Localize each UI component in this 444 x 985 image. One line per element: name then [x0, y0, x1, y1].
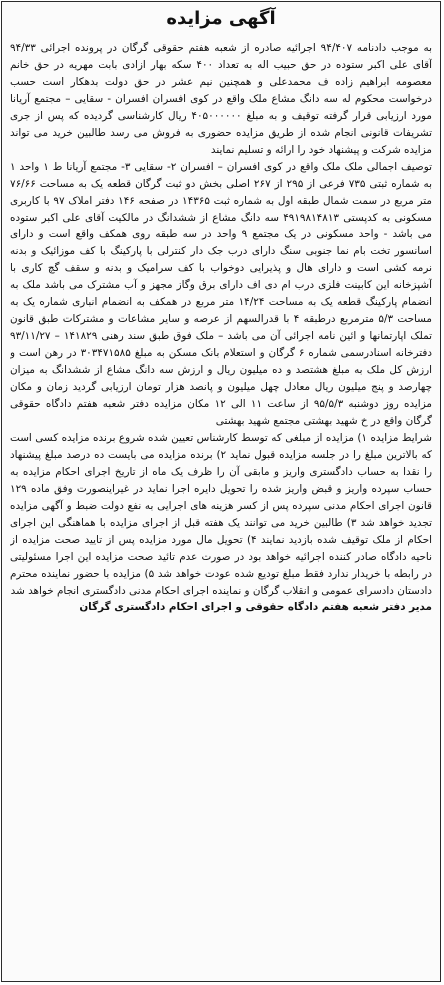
notice-title: آگهی مزایده — [166, 8, 276, 29]
notice-body — [10, 40, 432, 973]
notice-page — [1, 1, 441, 982]
notice-paragraph-intro: به موجب دادنامه ۹۴/۴۰۷ اجرائیه صادره از شعبه هفتم حقوقی گرگان در پرونده اجرائی ۹۴/۳۳ آقای علی اکبر ستوده در حق حبیب اله به تعداد ۴۰۰ سکه بهار ازادی بابت مهریه در حق خانم معصومه ابراهیم زاده ف محمدعلی و همچنین نیم عشر در حق دولت بدهکار است حسب درخواست محکوم له سه دانگ مشاع ملک واقع در کوی افسران افسران - سقایی – مجتمع آریانا مورد ارزیابی قرار گرفته توقیف و به مبلغ ۴۰۵۰۰۰۰۰۰ ریال کارشناسی گردیده که پس از جری تشریفات قانونی انجام شده از طریق مزایده حضوری به فروش می رسد طالبین خرید می تواند مزایده شرکت و پیشنهاد خود را ارائه و تسلیم نمایند — [10, 42, 432, 156]
notice-paragraph-property-description: توصیف اجمالی ملک ملک واقع در کوی افسران – افسران ۲- سقایی ۳- مجتمع آریانا ط ۱ واحد ۱ به شماره ثبتی ۷۳۵ فرعی از ۲۹۵ از ۲۶۷ اصلی بخش دو ثبت گرگان قطعه یک به مساحت ۷۶/۶۶ متر مربع در سمت شمال طبقه اول به شماره ثبت ۱۴۳۶۵ در صفحه ۱۴۶ دفتر املاک ۹۷ با کاربری مسکونی به کدپستی ۴۹۱۹۸۱۴۸۱۳ سه دانگ مشاع از ششدانگ در مالکیت آقای علی اکبر ستوده می باشد - واحد مسکونی در یک مجتمع ۹ واحد در سه طبقه روی همکف واقع است و دارای اسانسور تخت بام نما جنوبی سنگ دارای درب جک دار کنترلی با پارکینگ با کف موزائیک و بدنه نرمه کشی است و دارای هال و پذیرایی دوخواب با کف سرامیک و بدنه و سقف گچ کاری با آشپزخانه این کابینت فلزی درب ام دی اف دارای برق وگاز مجهز و آب مشترک می باشد ملک به انضمام پارکینگ قطعه یک به مساحت ۱۴/۲۴ متر مربع در همکف به انضمام انباری شماره یک به مساحت ۵/۳ مترمربع درطبقه ۴ با قدرالسهم از عرصه و سایر مشاعات و مشترکات طبق قانون تملک اپارتمانها و ائین نامه اجرائی آن می باشد – ملک فوق طبق سند رهنی ۱۴۱۸۲۹ – ۹۳/۱۱/۲۷ دفترخانه اسنادرسمی شماره ۶ گرگان و استعلام بانک مسکن به مبلغ ۳۰۳۴۷۱۵۸۵ در رهن است و ارزش کل ملک به مبلغ هشتصد و ده میلیون ریال و ارزش سه دانگ مشاع از ششدانگ به میزان چهارصد و پنج میلیون ریال معادل چهل میلیون و پانصد هزار تومان ارزیابی گردید زمان و مکان مزایده روز دوشنبه ۹۵/۵/۳ از ساعت ۱۱ الی ۱۲ مکان مزایده دفتر شعبه هفتم دادگاه حقوقی گرگان واقع در خ شهید بهشتی مجتمع شهید بهشتی — [10, 160, 432, 427]
notice-paragraph-auction-conditions: شرایط مزایده ۱) مزایده از مبلغی که توسط کارشناس تعیین شده شروع برنده مزایده کسی است که بالاترین مبلغ را در جلسه مزایده قبول نماید ۲) برنده مزایده می بایست ده درصد مبلغ پیشنهاد را نقدا به حساب دادگستری واریز و مابقی آن را ظرف یک ماه از تاریخ اجرای احکام مزایده به حساب سپرده واریز و قبض واریز شده را تحویل دایره اجرا نماید در غیراینصورت وفق ماده ۱۲۹ قانون اجرای احکام مدنی سپرده پس از کسر هزینه های اجرایی به نفع دولت ضبط و آگهی مزایده تجدید خواهد شد ۳) طالبین خرید می توانند یک هفته قبل از اجرای مزایده با هماهنگی این اجرای احکام از ملک توقیف شده بازدید نمایند ۴) تحویل مال مورد مزایده پس از تایید صحت مزایده از ناحیه دادگاه صادر کننده اجرائیه خواهد بود در صورت عدم تائید صحت مزایده این اجرا مسئولیتی در رابطه با خریدار ندارد فقط مبلغ تودیع شده عودت خواهد شد ۵) مزایده با حضور نماینده محترم دادستان دادسرای عمومی و انقلاب گرگان و نماینده اجرای احکام مدنی دادگستری انجام خواهد شد — [10, 431, 432, 597]
notice-signature: مدیر دفتر شعبه هفتم دادگاه حقوقی و اجرای احکام دادگستری گرگان — [79, 601, 432, 614]
